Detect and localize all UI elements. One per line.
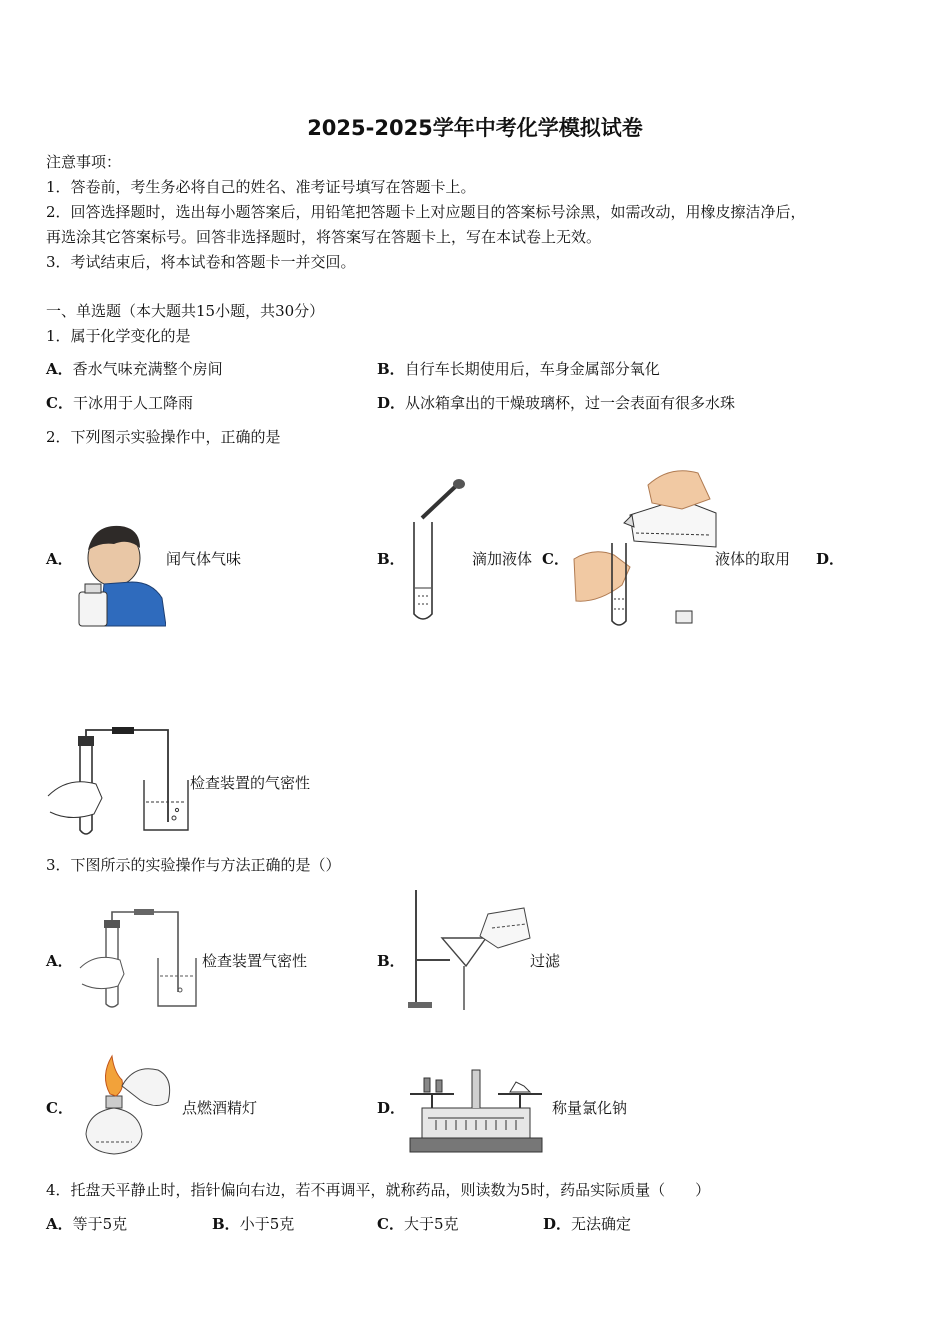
liquid-transfer-figure xyxy=(570,463,720,631)
q4-option-c[interactable] xyxy=(377,1214,459,1234)
option-text: 香水气味充满整个房间 xyxy=(72,360,223,378)
notice-item-2-cont: 再选涂其它答案标号。回答非选择题时，将答案写在答题卡上，写在本试卷上无效。 xyxy=(46,228,602,246)
option-text: 无法确定 xyxy=(571,1215,632,1233)
option-letter: A． xyxy=(46,360,73,378)
q3-option-c-text: 点燃酒精灯 xyxy=(182,1099,258,1117)
option-letter: B． xyxy=(377,360,405,378)
q3-option-a-letter[interactable]: A． xyxy=(46,952,73,970)
q1-option-d[interactable] xyxy=(377,393,735,413)
q2-option-d-text: 检查装置的气密性 xyxy=(190,774,311,792)
q2-stem: 2．下列图示实验操作中，正确的是 xyxy=(46,428,281,446)
q3-option-d-letter[interactable]: D． xyxy=(377,1099,406,1117)
notice-item-3: 3．考试结束后，将本试卷和答题卡一并交回。 xyxy=(46,253,356,271)
option-letter: D． xyxy=(543,1215,572,1233)
q4-option-b[interactable] xyxy=(212,1214,294,1234)
airtightness-check-figure-2 xyxy=(76,904,200,1010)
q4-option-d[interactable] xyxy=(543,1214,631,1234)
option-text: 小于5克 xyxy=(239,1215,295,1233)
option-letter: B． xyxy=(212,1215,240,1233)
q4-stem: 4．托盘天平静止时，指针偏向右边，若不再调平，就称药品，则读数为5时，药品实际质量（ ） xyxy=(46,1181,711,1199)
section-heading: 一、单选题（本大题共15小题，共30分） xyxy=(46,302,325,320)
q3-option-c-letter[interactable]: C． xyxy=(46,1099,73,1117)
option-letter: C． xyxy=(377,1215,404,1233)
q3-option-d-text: 称量氯化钠 xyxy=(552,1099,628,1117)
option-text: 自行车长期使用后，车身金属部分氧化 xyxy=(404,360,660,378)
q1-option-a[interactable] xyxy=(46,359,223,379)
q2-option-b-letter[interactable]: B． xyxy=(377,550,405,568)
q2-option-b-text: 滴加液体 xyxy=(472,550,533,568)
q3-option-b-letter[interactable]: B． xyxy=(377,952,405,970)
q3-stem: 3．下图所示的实验操作与方法正确的是（） xyxy=(46,856,341,874)
q2-option-a-letter[interactable]: A． xyxy=(46,550,73,568)
q1-option-c[interactable] xyxy=(46,393,193,413)
option-text: 等于5克 xyxy=(72,1215,128,1233)
q1-stem: 1．属于化学变化的是 xyxy=(46,327,191,345)
q2-option-a-text: 闻气体气味 xyxy=(166,550,242,568)
page-title: 2025-2025学年中考化学模拟试卷 xyxy=(307,116,643,140)
alcohol-lamp-figure xyxy=(78,1050,178,1156)
balance-figure xyxy=(406,1058,546,1158)
filtration-figure xyxy=(404,886,534,1012)
airtightness-check-figure xyxy=(46,726,192,836)
dropper-test-tube-figure xyxy=(404,478,474,624)
q3-option-a-text: 检查装置气密性 xyxy=(202,952,308,970)
notice-item-2: 2．回答选择题时，选出每小题答案后，用铅笔把答题卡上对应题目的答案标号涂黑，如需改动，用橡皮擦洁净后， xyxy=(46,203,806,221)
option-text: 大于5克 xyxy=(403,1215,459,1233)
smell-gas-figure xyxy=(74,518,166,630)
q2-option-d-letter[interactable]: D． xyxy=(816,550,845,568)
option-text: 干冰用于人工降雨 xyxy=(72,394,193,412)
notice-item-1: 1．答卷前，考生务必将自己的姓名、准考证号填写在答题卡上。 xyxy=(46,178,476,196)
q4-option-a[interactable] xyxy=(46,1214,127,1234)
option-text: 从冰箱拿出的干燥玻璃杯，过一会表面有很多水珠 xyxy=(405,394,736,412)
q3-option-b-text: 过滤 xyxy=(530,952,561,970)
notice-heading: 注意事项： xyxy=(46,153,122,171)
q1-option-b[interactable] xyxy=(377,359,660,379)
option-letter: A． xyxy=(46,1215,73,1233)
q2-option-c-text: 液体的取用 xyxy=(715,550,791,568)
option-letter: C． xyxy=(46,394,73,412)
option-letter: D． xyxy=(377,394,406,412)
q2-option-c-letter[interactable]: C． xyxy=(542,550,569,568)
